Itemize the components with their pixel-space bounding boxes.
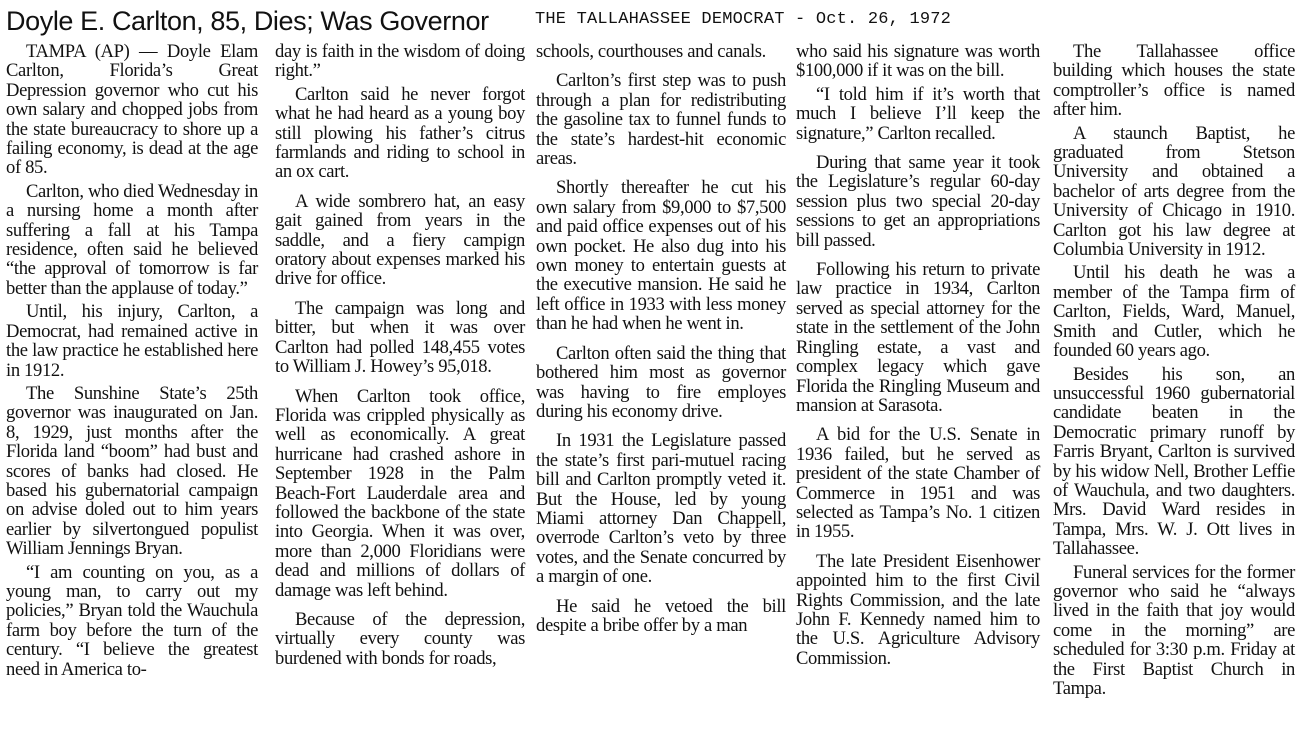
paragraph: A wide sombrero hat, an easy gait gained from years in the saddle, and a fiery campign oratory about expenses marked his drive for office.	[275, 190, 525, 290]
article-column-2	[275, 42, 525, 672]
paragraph: Until his death he was a member of the Tampa firm of Carlton, Fields, Ward, Manuel, Smith and Cutler, which he founded 60 years ago.	[1053, 262, 1295, 362]
paragraph: Shortly thereafter he cut his own salary from $9,000 to $7,500 and paid office expenses out of his own pocket. He also dug into his own money to entertain guests at the executive mansion. He said he left office in 1933 with less money than he had when he went in.	[536, 177, 786, 335]
paragraph: Besides his son, an unsuccessful 1960 gubernatorial candidate beaten in the Democratic primary runoff by Farris Bryant, Carlton is survived by his widow Nell, Brother Leffie of Wauchula, and two daughters. Mrs. David Ward resides in Tampa, Mrs. W. J. Ott lives in Tallahassee.	[1053, 363, 1295, 560]
paragraph: In 1931 the Legislature passed the state’s first pari-mutuel racing bill and Carlton promptly veted it. But the House, led by young Miami attorney Dan Chappell, overrode Carlton’s veto by three votes, and the Senate concurred by a margin of one.	[536, 430, 786, 588]
paragraph: “I am counting on you, as a young man, to carry out my policies,” Bryan told the Wauchula farm boy before the turn of the century. “I believe the greatest need in America to-	[6, 561, 258, 680]
masthead-dateline: THE TALLAHASSEE DEMOCRAT - Oct. 26, 1972	[535, 10, 952, 29]
paragraph: “I told him if it’s worth that much I believe I’ll keep the signature,” Carlton recalled.	[796, 83, 1040, 144]
paragraph: Carlton often said the thing that bothered him most as governor was having to fire employes during his economy drive.	[536, 342, 786, 422]
article-column-3	[536, 42, 786, 639]
headline: Doyle E. Carlton, 85, Dies; Was Governor	[6, 6, 489, 36]
paragraph: He said he vetoed the bill despite a bribe offer by a man	[536, 595, 786, 636]
paragraph: Carlton’s first step was to push through a plan for redistributing the gasoline tax to funnel funds to the state’s hardest-hit economic areas.	[536, 70, 786, 170]
paragraph: who said his signature was worth $100,000 if it was on the bill.	[796, 41, 1040, 82]
paragraph: Because of the depression, virtually every county was burdened with bonds for roads,	[275, 608, 525, 669]
paragraph: Carlton, who died Wednesday in a nursing home a month after suffering a fall at his Tampa residence, often said he believed “the approval of tomorrow is far better than the applause of today.”	[6, 180, 258, 299]
paragraph: day is faith in the wisdom of doing right.”	[275, 41, 525, 82]
paragraph: A bid for the U.S. Senate in 1936 failed, but he served as president of the state Chamber of Commerce in 1951 and was selected as Tampa’s No. 1 citizen in 1955.	[796, 424, 1040, 543]
paragraph: Following his return to private law practice in 1934, Carlton served as special attorney for the state in the settlement of the John Ringling estate, a vast and complex legacy which gave Florida the Ringling Museum and mansion at Sarasota.	[796, 259, 1040, 416]
article-column-5	[1053, 42, 1295, 702]
paragraph: The late President Eisenhower appointed him to the first Civil Rights Commission, and the late John F. Kennedy named him to the U.S. Agriculture Advisory Commission.	[796, 550, 1040, 669]
paragraph: During that same year it took the Legislature’s regular 60-day session plus two special 20-day sessions to get an appropriations bill passed.	[796, 152, 1040, 251]
paragraph: A staunch Baptist, he graduated from Stetson University and obtained a bachelor of arts degree from the University of Chicago in 1910. Carlton got his law degree at Columbia University in 1912.	[1053, 122, 1295, 261]
paragraph: Until, his injury, Carlton, a Democrat, had remained active in the law practice he established here in 1912.	[6, 301, 258, 381]
article-column-1	[6, 42, 258, 683]
paragraph: TAMPA (AP) — Doyle Elam Carlton, Florida’s Great Depression governor who cut his own salary and chopped jobs from the state bureaucracy to shore up a failing economy, is dead at the age of 85.	[6, 41, 258, 179]
article-column-4	[796, 42, 1040, 672]
paragraph: The campaign was long and bitter, but when it was over Carlton had polled 148,455 votes to William J. Howey’s 95,018.	[275, 297, 525, 378]
paragraph: schools, courthouses and canals.	[536, 41, 766, 62]
paragraph: The Sunshine State’s 25th governor was inaugurated on Jan. 8, 1929, just months after the Florida land “boom” had bust and scores of banks had closed. He based his gubernatorial campaign on advise doled out to him years earlier by silvertongued populist William Jennings Bryan.	[6, 382, 258, 560]
paragraph: Funeral services for the former governor who said he “always lived in the faith that joy would come in the morning” are scheduled for 3:30 p.m. Friday at the First Baptist Church in Tampa.	[1053, 561, 1295, 699]
paragraph: Carlton said he never forgot what he had heard as a young boy still plowing his father’s citrus farmlands and riding to school in an ox cart.	[275, 83, 525, 183]
paragraph: When Carlton took office, Florida was crippled physically as well as economically. A great hurricane had crashed ashore in September 1928 in the Palm Beach-Fort Lauderdale area and followed the backbone of the state into Georgia. When it was over, more than 2,000 Floridians were dead and millions of dollars of damage was left behind.	[275, 385, 525, 601]
paragraph: The Tallahassee office building which houses the state comptroller’s office is named after him.	[1053, 41, 1295, 121]
